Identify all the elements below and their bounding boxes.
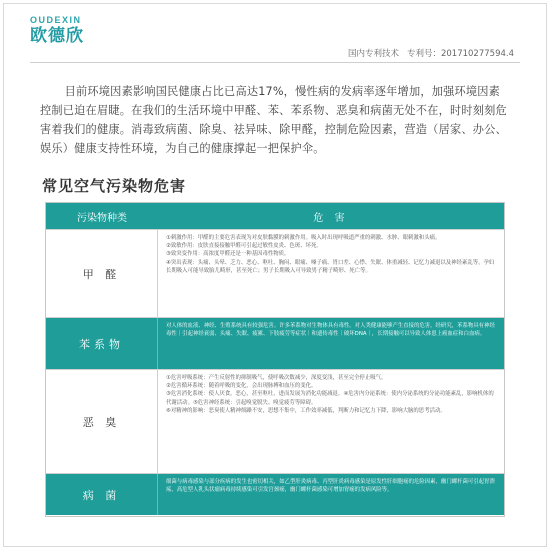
harm-description <box>158 318 504 369</box>
harm-line: 细菌与病毒感染与部分疾病的发生也密切相关，如乙型肝炎病毒、丙型肝炎病毒感染是原发性肝细胞癌的危险因素，幽门螺杆菌可引起胃溃疡，高危型人乳头状瘤病毒持续感染可引发宫颈癌，幽门螺杆菌感染可增加胃癌的发病风险等。 <box>166 479 495 494</box>
column-header-harm: 危 害 <box>313 212 349 224</box>
harm-line: ⑥对精神的影响：恶臭使人精神烦躁不安，思想不集中，工作效率减低，判断力和记忆力下降，影响大脑的思考活动。 <box>166 407 446 414</box>
column-header-type: 污染物种类 <box>77 212 127 224</box>
harm-line: ④突出表现：头痛、头晕、乏力、恶心、呕吐、胸闷、眼痛、嗓子痛、胃口差、心悸、失眠、体重减轻、记忆力减退以及神经紊乱等，孕妇长期吸入可能导致胎儿畸形，甚至死亡；男子长期吸入可导致男子精子畸形、死亡等。 <box>166 259 495 274</box>
table-row-benzene <box>46 317 504 369</box>
harm-line: ②危害循环系统：随着呼吸的变化，会出现脉搏和血压的变化。 <box>166 383 317 390</box>
intro-paragraph: 目前环境因素影响国民健康占比已高达17%，慢性病的发病率逐年增加，加强环境因素控制已迫在眉睫。在我们的生活环境中甲醛、苯、苯系物、恶臭和病菌无处不在，时时刻刻危害着我们的健康。消毒致病菌、除臭、祛异味、除甲醛，控制危险因素，营造（居家、办公、娱乐）健康支持性环境，为自己的健康撑起一把保护伞。 <box>40 85 507 155</box>
table-row-germs <box>46 473 504 515</box>
table-row-odor <box>46 369 504 473</box>
harm-line: ①危害呼吸系统：产生反射性的抑制吸气，使呼吸次数减少，深度变浅，甚至完全停止吸气。 <box>166 375 387 381</box>
header-divider <box>30 62 520 63</box>
brand-logo <box>30 15 120 47</box>
pollutant-name: 病 菌 <box>46 474 158 515</box>
harm-line: ③致突变作用：高浓度甲醛还是一种基因毒性物质。 <box>166 251 290 258</box>
pollutant-name: 甲 醛 <box>46 230 158 317</box>
section-title: 常见空气污染物危害 <box>42 177 187 195</box>
pollutant-table <box>45 202 505 517</box>
table-header <box>46 203 504 229</box>
harm-description <box>158 474 504 515</box>
harm-line: ③危害消化系统：使人厌食，恶心，甚至呕吐，进而发展为消化功能减退。④危害内分泌系统：使内分泌系统的分泌功能紊乱，影响机体的代谢活动。⑤危害神经系统：引起嗅觉脱失、嗅觉疲劳等障碍。 <box>166 391 494 406</box>
table-row-formaldehyde <box>46 229 504 317</box>
logo-english: OUDEXIN <box>30 15 82 25</box>
pollutant-name: 恶 臭 <box>46 370 158 473</box>
harm-line: ①刺激作用：甲醛的主要危害表现为对皮肤黏膜的刺激作用。吸入时出现呼吸道严重的刺激、水肿、眼刺激和头痛。 <box>166 235 441 241</box>
harm-line: 对人体的血液、神经、生殖系统具有较强危害。许多苯系物对生物体具有毒性。对人类健康能够产生直接的危害，经研究，苯系物具有神经毒性｜引起神经衰弱、头痛、失眠、疲累、下肢疲劳等症状｜和遗传毒性｜破坏DNA｜，长期接触可以导致人体患上癌血症和白血病。 <box>166 323 495 338</box>
patent-number: 专利号：201710277594.4 <box>406 49 514 59</box>
pollutant-name: 苯系物 <box>46 318 158 369</box>
logo-chinese: 欧德欣 <box>30 26 84 46</box>
harm-description <box>158 230 504 317</box>
patent-info <box>340 47 514 59</box>
patent-type: 国内专利技术 <box>347 49 399 59</box>
harm-line: ②致敏作用：皮肤直接接触甲醛可引起过敏性皮炎、色斑、坏死。 <box>166 243 322 250</box>
harm-description <box>158 370 504 473</box>
